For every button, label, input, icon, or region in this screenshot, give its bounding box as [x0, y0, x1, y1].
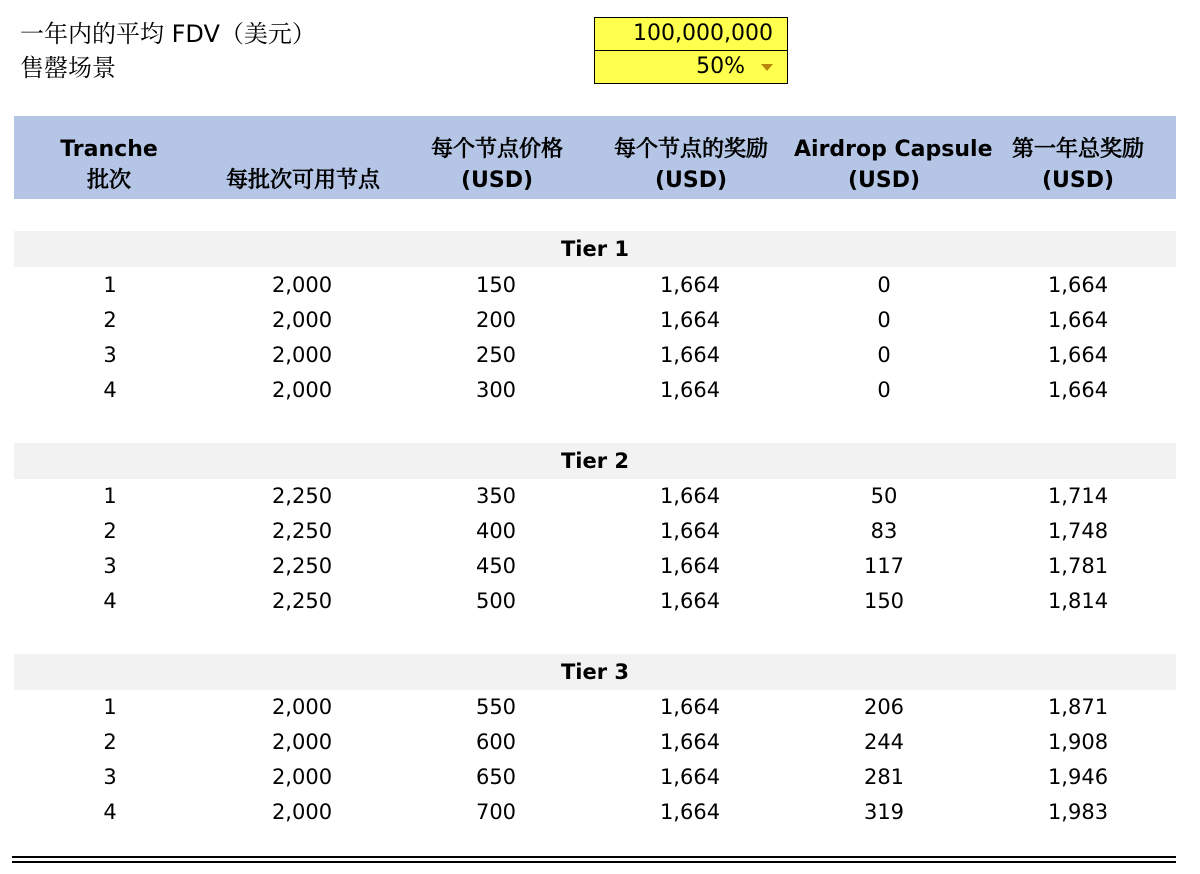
cell-tranche: 4 [103, 589, 117, 613]
cell-reward: 1,664 [659, 589, 721, 613]
cell-reward: 1,664 [659, 519, 721, 543]
cell-reward: 1,664 [659, 800, 721, 824]
cell-nodes: 2,000 [271, 343, 333, 367]
cell-total: 1,664 [1047, 378, 1109, 402]
cell-reward: 1,664 [659, 343, 721, 367]
cell-price: 550 [475, 695, 517, 719]
cell-price: 300 [475, 378, 517, 402]
tier-3-header [14, 654, 1176, 690]
header-first-year-total-unit: (USD) [1041, 168, 1115, 193]
fdv-input-cell[interactable]: 100,000,000 [594, 17, 788, 51]
cell-reward: 1,664 [659, 273, 721, 297]
sellout-scenario-label: 售罄场景 [20, 54, 116, 82]
cell-tranche: 3 [103, 554, 117, 578]
table-row [14, 584, 1176, 619]
cell-tranche: 2 [103, 730, 117, 754]
cell-reward: 1,664 [659, 378, 721, 402]
cell-price: 500 [475, 589, 517, 613]
cell-tranche: 4 [103, 800, 117, 824]
cell-nodes: 2,000 [271, 273, 333, 297]
sellout-scenario-select[interactable] [594, 50, 788, 84]
cell-total: 1,714 [1047, 484, 1109, 508]
header-node-price-label: 每个节点价格 [430, 137, 563, 162]
header-first-year-total-label: 第一年总奖励 [1011, 137, 1144, 162]
cell-nodes: 2,000 [271, 730, 333, 754]
cell-nodes: 2,250 [271, 554, 333, 578]
cell-price: 250 [475, 343, 517, 367]
cell-nodes: 2,000 [271, 800, 333, 824]
tier-2-label: Tier 2 [560, 449, 630, 473]
cell-airdrop: 0 [877, 308, 891, 332]
cell-nodes: 2,000 [271, 378, 333, 402]
table-row [14, 303, 1176, 338]
cell-total: 1,781 [1047, 554, 1109, 578]
cell-tranche: 2 [103, 519, 117, 543]
table-header [14, 116, 1176, 199]
header-tranche-zh: 批次 [86, 168, 131, 193]
header-airdrop-capsule-unit: (USD) [847, 168, 921, 193]
header-node-reward-label: 每个节点的奖励 [613, 137, 768, 162]
cell-airdrop: 206 [863, 695, 905, 719]
header-nodes-available [208, 165, 398, 196]
table-bottom-rule-upper [12, 856, 1176, 858]
cell-airdrop: 150 [863, 589, 905, 613]
table-row [14, 338, 1176, 373]
cell-price: 200 [475, 308, 517, 332]
cell-reward: 1,664 [659, 695, 721, 719]
cell-airdrop: 83 [870, 519, 898, 543]
header-tranche [54, 134, 164, 196]
cell-tranche: 1 [103, 273, 117, 297]
header-node-reward-unit: (USD) [654, 168, 728, 193]
cell-tranche: 3 [103, 765, 117, 789]
tier-1-label: Tier 1 [560, 237, 630, 261]
cell-price: 150 [475, 273, 517, 297]
cell-nodes: 2,000 [271, 695, 333, 719]
cell-airdrop: 281 [863, 765, 905, 789]
cell-reward: 1,664 [659, 484, 721, 508]
cell-nodes: 2,000 [271, 765, 333, 789]
cell-price: 700 [475, 800, 517, 824]
cell-tranche: 2 [103, 308, 117, 332]
cell-total: 1,946 [1047, 765, 1109, 789]
cell-nodes: 2,250 [271, 589, 333, 613]
tier-1-header [14, 231, 1176, 267]
cell-total: 1,814 [1047, 589, 1109, 613]
sellout-scenario-value: 50% [696, 54, 745, 79]
cell-airdrop: 244 [863, 730, 905, 754]
cell-nodes: 2,000 [271, 308, 333, 332]
cell-reward: 1,664 [659, 554, 721, 578]
cell-airdrop: 0 [877, 343, 891, 367]
cell-total: 1,748 [1047, 519, 1109, 543]
cell-reward: 1,664 [659, 308, 721, 332]
table-row [14, 690, 1176, 725]
cell-tranche: 3 [103, 343, 117, 367]
cell-airdrop: 319 [863, 800, 905, 824]
cell-total: 1,871 [1047, 695, 1109, 719]
tier-2-header [14, 443, 1176, 479]
cell-price: 450 [475, 554, 517, 578]
table-bottom-rule-lower [12, 861, 1176, 863]
cell-airdrop: 117 [863, 554, 905, 578]
fdv-label: 一年内的平均 FDV（美元） [20, 20, 316, 48]
header-tranche-en: Tranche [60, 137, 158, 162]
header-first-year-total [994, 134, 1162, 196]
cell-price: 600 [475, 730, 517, 754]
cell-total: 1,664 [1047, 273, 1109, 297]
header-airdrop-capsule-label: Airdrop Capsule [794, 137, 993, 162]
cell-tranche: 4 [103, 378, 117, 402]
table-row [14, 373, 1176, 408]
cell-price: 400 [475, 519, 517, 543]
table-row [14, 760, 1176, 795]
cell-total: 1,664 [1047, 308, 1109, 332]
cell-tranche: 1 [103, 484, 117, 508]
cell-price: 650 [475, 765, 517, 789]
cell-reward: 1,664 [659, 730, 721, 754]
cell-tranche: 1 [103, 695, 117, 719]
dropdown-arrow-icon[interactable] [761, 64, 773, 71]
cell-airdrop: 0 [877, 378, 891, 402]
header-airdrop-capsule [794, 134, 993, 196]
cell-nodes: 2,250 [271, 519, 333, 543]
cell-price: 350 [475, 484, 517, 508]
tier-3-label: Tier 3 [560, 660, 630, 684]
table-row [14, 514, 1176, 549]
cell-total: 1,664 [1047, 343, 1109, 367]
table-row [14, 725, 1176, 760]
cell-airdrop: 50 [870, 484, 898, 508]
cell-total: 1,983 [1047, 800, 1109, 824]
cell-reward: 1,664 [659, 765, 721, 789]
cell-nodes: 2,250 [271, 484, 333, 508]
cell-airdrop: 0 [877, 273, 891, 297]
table-row [14, 479, 1176, 514]
cell-total: 1,908 [1047, 730, 1109, 754]
header-node-reward [598, 134, 784, 196]
table-row [14, 795, 1176, 830]
table-row [14, 268, 1176, 303]
header-node-price-unit: (USD) [460, 168, 534, 193]
header-node-price [414, 134, 580, 196]
table-row [14, 549, 1176, 584]
header-nodes-available-label: 每批次可用节点 [225, 168, 380, 193]
